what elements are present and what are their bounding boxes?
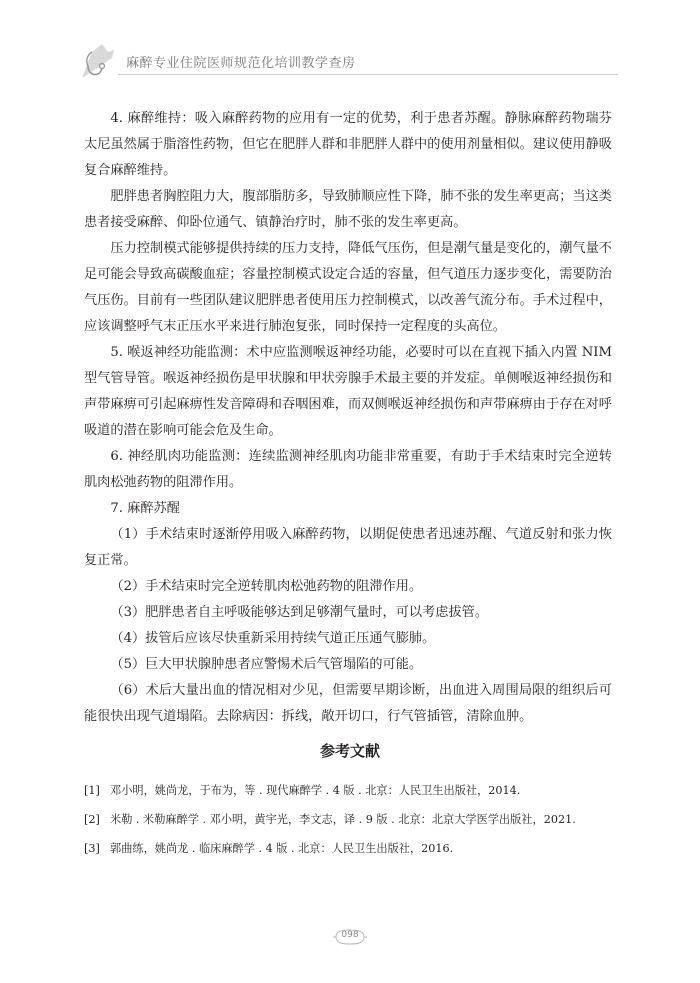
references-list	[84, 776, 614, 863]
reference-text: 郭曲练，姚尚龙 . 临床麻醉学 . 4 版 . 北京：人民卫生出版社，2016.	[110, 842, 454, 855]
paragraph: 6. 神经肌肉功能监测：连续监测神经肌肉功能非常重要，有助于手术结束时完全逆转肌肉松弛药物的阻滞作用。	[84, 449, 612, 490]
page-number: 098	[341, 930, 359, 940]
body-text	[84, 106, 612, 730]
reference-number: [1]	[84, 784, 100, 797]
stethoscope-logo-icon	[78, 38, 126, 84]
reference-text: 邓小明，姚尚龙，于布为，等 . 现代麻醉学 . 4 版 . 北京：人民卫生出版社，2014.	[110, 784, 521, 797]
references-title: 参考文献	[319, 742, 380, 760]
paragraph: 5. 喉返神经功能监测：术中应监测喉返神经功能，必要时可以在直视下插入内置 NIM 型气管导管。喉返神经损伤是甲状腺和甲状旁腺手术最主要的并发症。单侧喉返神经损伤和声带麻痹可引起麻痹性发音障碍和吞咽困难，而双侧喉返神经损伤和声带麻痹由于存在对呼吸道的潜在影响可能会危及生命。	[84, 345, 612, 438]
paragraph: （3）肥胖患者自主呼吸能够达到足够潮气量时，可以考虑拔管。	[110, 605, 489, 620]
page-header	[78, 38, 618, 86]
reference-text: 米勒 . 米勒麻醉学 . 邓小明，黄宇光，李文志，译 . 9 版 . 北京：北京大学医学出版社，2021.	[110, 813, 576, 826]
reference-item	[84, 805, 614, 834]
paragraph: （4）拔管后应该尽快重新采用持续气道正压通气膨肺。	[110, 631, 436, 646]
reference-number: [3]	[84, 842, 100, 855]
section-heading: 7. 麻醉苏醒	[110, 501, 180, 516]
paragraph: 压力控制模式能够提供持续的压力支持，降低气压伤，但是潮气量是变化的，潮气量不足可能会导致高碳酸血症；容量控制模式设定合适的容量，但气道压力逐步变化，需要防治气压伤。目前有一些团队建议肥胖患者使用压力控制模式，以改善气流分布。手术过程中，应该调整呼气末正压水平来进行肺泡复张，同时保持一定程度的头高位。	[84, 241, 612, 334]
page-number-badge	[332, 928, 368, 946]
paragraph: （5）巨大甲状腺肿患者应警惕术后气管塌陷的可能。	[110, 657, 423, 672]
header-title: 麻醉专业住院医师规范化培训教学查房	[126, 56, 356, 71]
paragraph: 4. 麻醉维持：吸入麻醉药物的应用有一定的优势，利于患者苏醒。静脉麻醉药物瑞芬太尼虽然属于脂溶性药物，但它在肥胖人群和非肥胖人群中的使用剂量相似。建议使用静吸复合麻醉维持。	[84, 111, 612, 178]
paragraph: 肥胖患者胸腔阻力大，腹部脂肪多，导致肺顺应性下降，肺不张的发生率更高；当这类患者接受麻醉、仰卧位通气、镇静治疗时，肺不张的发生率更高。	[84, 189, 612, 230]
reference-item	[84, 776, 614, 805]
header-divider	[118, 74, 618, 75]
reference-item	[84, 834, 614, 863]
reference-number: [2]	[84, 813, 100, 826]
paragraph: （1）手术结束时逐渐停用吸入麻醉药物，以期促使患者迅速苏醒、气道反射和张力恢复正常。	[84, 527, 612, 568]
paragraph: （6）术后大量出血的情况相对少见，但需要早期诊断，出血进入周围局限的组织后可能很快出现气道塌陷。去除病因：拆线，敞开切口，行气管插管，清除血肿。	[84, 683, 612, 724]
paragraph: （2）手术结束时完全逆转肌肉松弛药物的阻滞作用。	[110, 579, 423, 594]
